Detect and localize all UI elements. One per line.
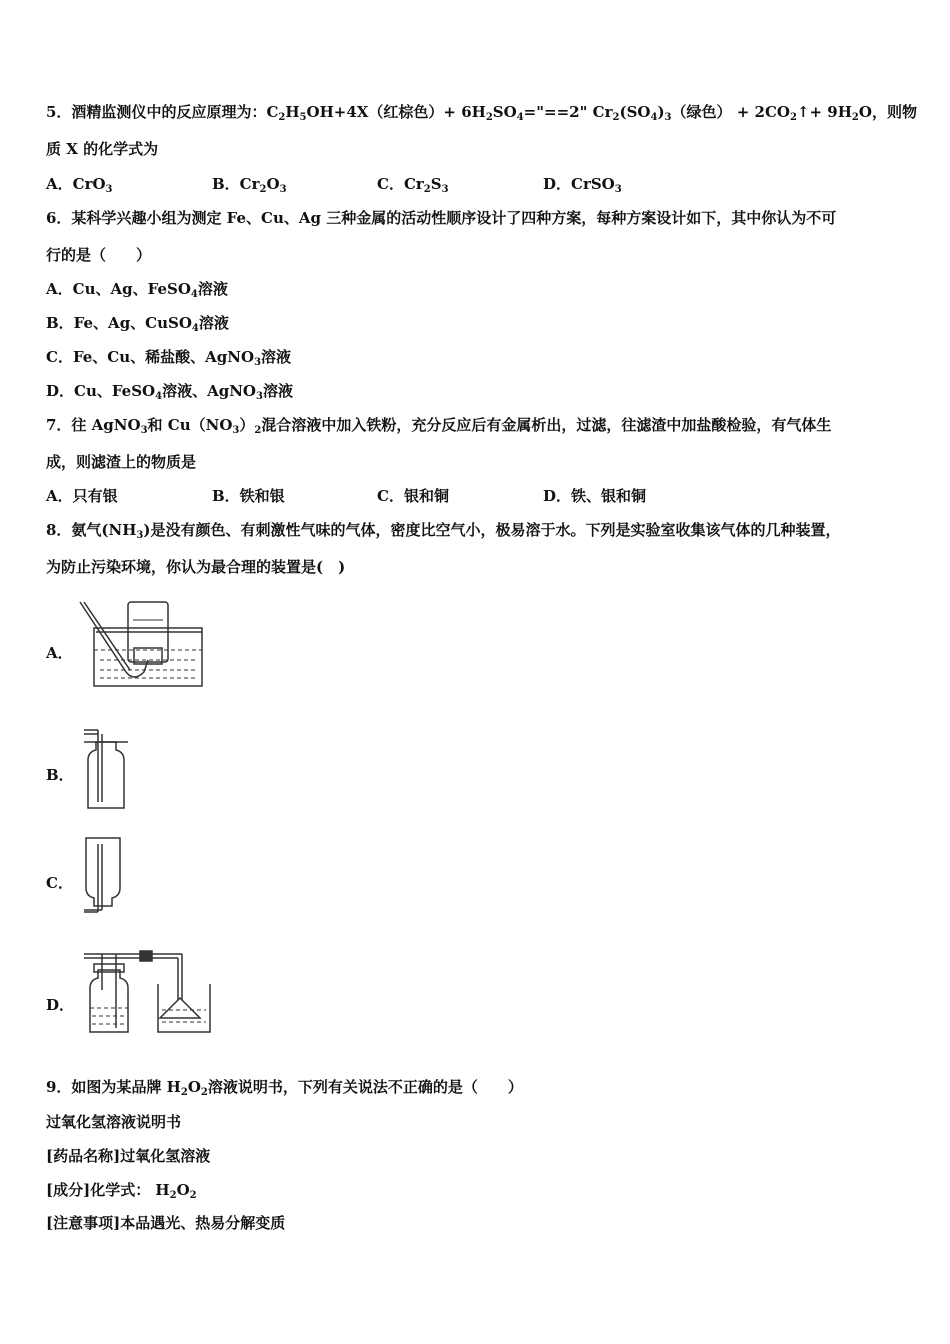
q6-stem-line1: 6．某科学兴趣小组为测定 Fe、Cu、Ag 三种金属的活动性顺序设计了四种方案，每种方案设计如下，其中你认为不可 (46, 209, 837, 227)
q8-stem-line2: 为防止污染环境，你认为最合理的装置是( ) (46, 558, 346, 576)
q6-option-d[interactable]: D．Cu、FeSO$_4$溶液、AgNO$_3$溶液 (46, 382, 293, 402)
q6-option-b[interactable]: B．Fe、Ag、CuSO$_4$溶液 (46, 314, 229, 334)
q6-option-a[interactable]: A．Cu、Ag、FeSO$_4$溶液 (46, 280, 228, 300)
q9-precautions: [注意事项]本品遇光、热易分解变质 (46, 1214, 286, 1232)
q7-option-b[interactable]: B．铁和银 (212, 487, 285, 505)
q7-option-d[interactable]: D．铁、银和铜 (543, 487, 647, 505)
q8-option-d-label[interactable]: D． (46, 996, 75, 1014)
q5-stem-line2: 质 X 的化学式为 (46, 140, 159, 158)
q9-drug-name: [药品名称]过氧化氢溶液 (46, 1147, 211, 1165)
q9-stem: 9．如图为某品牌 $H_2O_2$溶液说明书，下列有关说法不正确的是（ ） (46, 1078, 523, 1098)
apparatus-bottle-funnel-absorption (82, 944, 214, 1036)
q9-ingredient: [成分]化学式： $H_2O_2$ (46, 1181, 197, 1201)
q7-option-c[interactable]: C．银和铜 (377, 487, 449, 505)
q8-option-a-label[interactable]: A． (46, 644, 73, 662)
q5-option-c[interactable]: C．$Cr_2S_3$ (377, 175, 449, 195)
q6-stem-line2: 行的是（ ） (46, 246, 152, 264)
apparatus-inverted-bottle (80, 834, 128, 918)
q5-stem-line1: 5．酒精监测仪中的反应原理为：$C_2H_5OH+4X$（红棕色）+ $6H_2SO_4="==2$" $Cr_2(SO_4)_3$（绿色） + $2CO_2↑+ 9H_2O$，则物 (46, 103, 917, 123)
q5-option-d[interactable]: D．CrSO$_3$ (543, 175, 622, 195)
q7-stem-line1: 7．往 AgNO$_3$和 $Cu(NO_3)_2$混合溶液中加入铁粉，充分反应后有金属析出，过滤，往滤渣中加盐酸检验，有气体生 (46, 416, 832, 436)
q5-option-b[interactable]: B．$Cr_2O_3$ (212, 175, 287, 195)
q8-option-c-label[interactable]: C． (46, 874, 73, 892)
q8-stem-line1: 8．氨气$(NH_3)$是没有颜色、有刺激性气味的气体，密度比空气小，极易溶于水。下列是实验室收集该气体的几种装置， (46, 521, 841, 541)
q6-option-c[interactable]: C．Fe、Cu、稀盐酸、AgNO$_3$溶液 (46, 348, 292, 368)
q8-option-b-label[interactable]: B． (46, 766, 74, 784)
q9-manual-title: 过氧化氢溶液说明书 (46, 1113, 182, 1131)
q5-option-a[interactable]: A．CrO$_3$ (46, 175, 113, 195)
apparatus-gas-bottle-long-tube (80, 728, 132, 812)
q7-option-a[interactable]: A．只有银 (46, 487, 118, 505)
apparatus-water-trough (78, 598, 208, 690)
q7-stem-line2: 成，则滤渣上的物质是 (46, 453, 197, 471)
